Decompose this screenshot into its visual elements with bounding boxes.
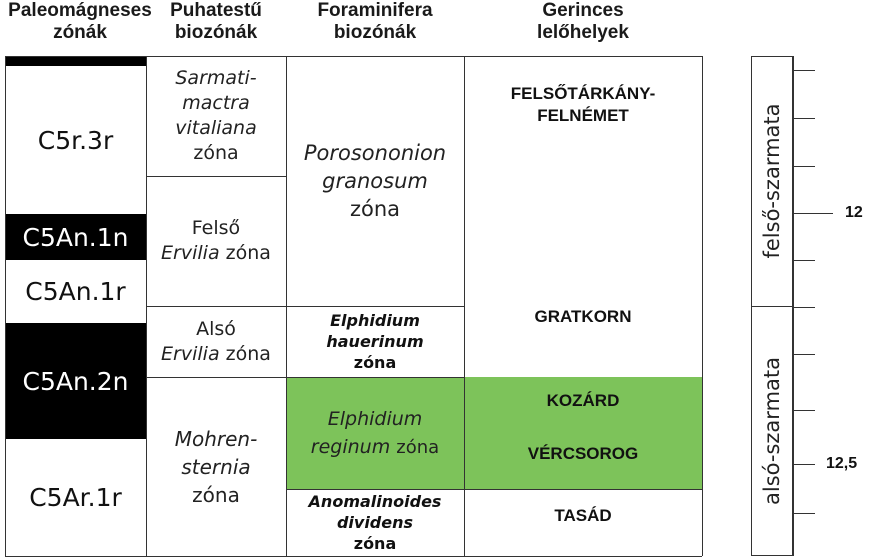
header-vert-line2: lelőhelyek [537, 22, 629, 43]
locality-gratkorn [464, 306, 702, 328]
foram-zone-text: reginum [310, 435, 391, 458]
grid-line-top [5, 56, 702, 57]
age-tick [793, 307, 815, 308]
mollusc-zone-text: Felső [191, 217, 241, 239]
header-mollusc-line2: biozónák [174, 22, 258, 43]
age-tick [793, 513, 815, 514]
mollusc-zone-text: zóna [225, 242, 271, 264]
mollusc-zone-text: mactra [182, 92, 250, 114]
foram-zone-text: zóna [349, 197, 401, 221]
foram-zone-text: Elphidium [327, 407, 423, 430]
locality-text: GRATKORN [534, 307, 632, 326]
grid-line-col1 [5, 56, 6, 556]
age-tick [793, 410, 815, 411]
age-tick [793, 354, 815, 355]
age-tick-12 [793, 213, 833, 214]
paleomag-zone-label: C5Ar.1r [29, 483, 122, 512]
age-label-12: 12 [845, 204, 863, 221]
mollusc-zone-text: Mohren- [174, 426, 258, 451]
grid-line-col4 [464, 56, 465, 556]
locality-kozard [464, 390, 702, 412]
grid-line-mollusc-foram [146, 306, 464, 307]
paleomag-zone-c5an1n [5, 214, 146, 260]
foram-zone-text: Elphidium [330, 311, 420, 330]
header-foram-line1: Foraminifera [317, 0, 433, 21]
mollusc-zone-text: zóna [193, 142, 239, 164]
mollusc-zone-sarmatimactra [146, 56, 286, 176]
grid-line-foram-bottom [286, 489, 702, 490]
paleomag-zone-c5an2n [5, 323, 146, 439]
age-label-12-5: 12,5 [826, 455, 858, 472]
grid-line-col3 [286, 56, 287, 556]
foram-zone-text: hauerinum [326, 332, 424, 351]
foram-zone-porosononion [286, 56, 464, 306]
stage-label-lower [760, 357, 784, 505]
foram-zone-text: Porosononion [303, 141, 447, 165]
age-tick [793, 70, 815, 71]
mollusc-zone-lower-ervilia [146, 306, 286, 377]
foram-zone-text: zóna [353, 353, 397, 372]
mollusc-zone-text: Sarmati- [175, 67, 257, 89]
mollusc-zone-upper-ervilia [146, 176, 286, 306]
header-vertebrate [464, 0, 702, 44]
header-foram-line2: biozónák [333, 22, 417, 43]
paleomag-zone-c5r3r [5, 66, 146, 214]
mollusc-zone-mohrensternia [146, 377, 286, 556]
header-mollusc [146, 0, 286, 44]
mollusc-zone-text: zóna [192, 482, 240, 507]
header-paleomag-line1: Paleomágneses [8, 0, 152, 21]
paleomag-zone-label: C5An.2n [22, 366, 129, 396]
foram-zone-hauerinum [286, 306, 464, 377]
foram-zone-text: granosum [322, 169, 428, 193]
paleomag-top-bar [5, 56, 146, 66]
stage-label-upper [760, 103, 784, 258]
stage-text: felső-szarmata [760, 103, 784, 259]
paleomag-zone-label: C5An.1n [22, 222, 129, 252]
age-tick [793, 118, 815, 119]
foram-zone-text: zóna [353, 534, 397, 553]
age-tick [793, 260, 815, 261]
paleomag-zone-c5an1r [5, 260, 146, 323]
stage-divider [751, 306, 793, 307]
mollusc-zone-text: Ervilia [161, 342, 220, 365]
foram-zone-text: Anomalinoides [308, 492, 442, 511]
mollusc-zone-text: zóna [225, 342, 271, 365]
foram-zone-text: zóna [396, 436, 440, 458]
header-foram [286, 0, 464, 44]
grid-line-col2 [146, 56, 147, 556]
paleomag-zone-label: C5r.3r [37, 125, 114, 155]
locality-felsotarkany [464, 83, 702, 127]
header-paleomag [0, 0, 160, 44]
foram-zone-reginum [286, 377, 464, 489]
header-paleomag-line2: zónák [53, 22, 107, 43]
header-vert-line1: Gerinces [542, 0, 624, 21]
grid-line-col5 [702, 56, 703, 556]
locality-text: VÉRCSOROG [527, 444, 639, 463]
paleomag-zone-label: C5An.1r [25, 277, 126, 306]
age-tick [793, 166, 815, 167]
mollusc-zone-text: sternia [181, 454, 251, 479]
locality-text: KOZÁRD [546, 391, 620, 410]
age-axis-line [793, 56, 794, 556]
locality-text: TASÁD [554, 506, 612, 525]
grid-line-mollusc-1 [146, 176, 286, 177]
foram-zone-text: dividens [336, 513, 414, 532]
age-tick-12-5 [793, 464, 815, 465]
foram-zone-anomalinoides [286, 489, 464, 556]
stage-text: alsó-szarmata [760, 357, 784, 505]
grid-line-lower [146, 377, 464, 378]
mollusc-zone-text: vitaliana [175, 117, 257, 139]
mollusc-zone-text: Ervilia [161, 242, 220, 264]
locality-tasad [464, 505, 702, 527]
mollusc-zone-text: Alsó [196, 317, 236, 340]
locality-text: FELSŐTÁRKÁNY- [510, 84, 656, 103]
paleomag-zone-c5ar1r [5, 439, 146, 556]
header-mollusc-line1: Puhatestű [170, 0, 262, 21]
locality-vercsorog [464, 443, 702, 465]
locality-text: FELNÉMET [537, 106, 629, 125]
